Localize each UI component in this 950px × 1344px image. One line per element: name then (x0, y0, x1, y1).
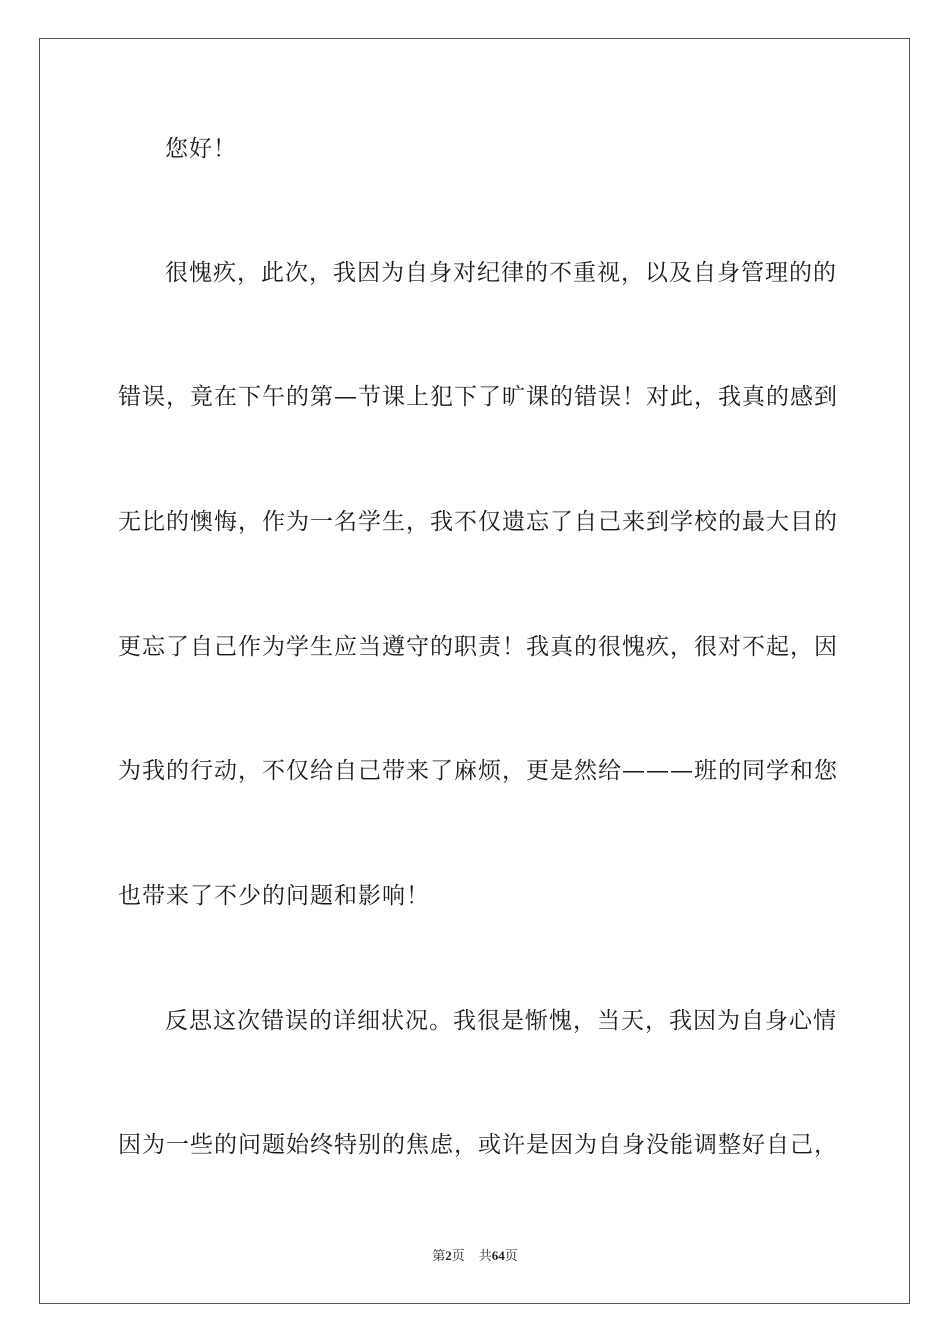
greeting-line: 您好！ (165, 136, 237, 162)
page-footer (0, 1247, 950, 1265)
page-prefix: 第 (432, 1248, 446, 1263)
paragraph-line: 因为一些的问题始终特别的焦虑，或许是因为自身没能调整好自己， (118, 1132, 838, 1158)
page-border (39, 38, 910, 1304)
paragraph-line: 错误，竟在下午的第—节课上犯下了旷课的错误！对此，我真的感到 (118, 384, 838, 410)
total-prefix: 共 (478, 1248, 492, 1263)
paragraph-line: 无比的懊悔，作为一名学生，我不仅遗忘了自己来到学校的最大目的 (118, 509, 838, 535)
paragraph-line: 也带来了不少的问题和影响！ (118, 883, 430, 909)
paragraph-line: 很愧疚，此次，我因为自身对纪律的不重视，以及自身管理的的 (165, 260, 837, 286)
paragraph-line: 反思这次错误的详细状况。我很是惭愧，当天，我因为自身心情 (165, 1008, 837, 1034)
page-number: 2 (445, 1248, 452, 1263)
paragraph-line: 更忘了自己作为学生应当遵守的职责！我真的很愧疚，很对不起，因 (118, 634, 838, 660)
page-suffix: 页 (451, 1248, 465, 1263)
paragraph-line: 为我的行动，不仅给自己带来了麻烦，更是然给———班的同学和您 (118, 758, 838, 784)
total-pages: 64 (491, 1248, 505, 1263)
total-suffix: 页 (504, 1248, 518, 1263)
